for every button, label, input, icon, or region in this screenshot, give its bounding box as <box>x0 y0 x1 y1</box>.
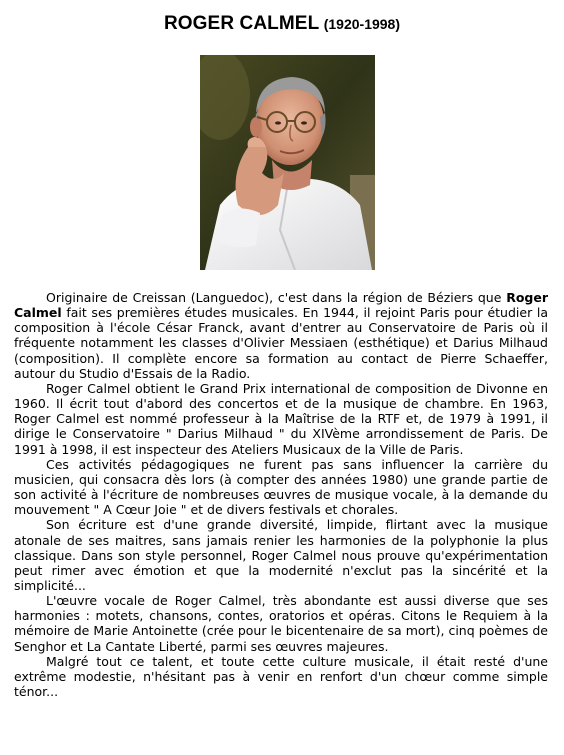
bio-paragraph-3: Ces activités pédagogiques ne furent pas sans influencer la carrière du musicien, qui consacra dès lors (à compter des années 1980) une grande partie de son activité à l'écriture de nombreuses œuvres de musique vocale, à la demande du mouvement " A Cœur Joie " et de divers festivals et chorales. <box>14 456 548 518</box>
bio-paragraph-1 <box>14 290 548 381</box>
portrait-photo <box>200 55 375 270</box>
bio-p1-bold: Roger Calmel <box>14 290 548 321</box>
page-title <box>0 13 564 35</box>
composer-years: (1920-1998) <box>323 16 401 32</box>
composer-name: ROGER CALMEL <box>163 13 320 34</box>
bio-paragraph-5: L'œuvre vocale de Roger Calmel, très abondante est aussi diverse que ses harmonies : motets, chansons, contes, oratorios et opéras. Citons le Requiem à la mémoire de Marie Antoinette (crée pour le bicentenaire de sa mort), cinq poèmes de Senghor et La Cantate Liberté, parmi ses œuvres majeures. <box>14 593 548 654</box>
bio-paragraph-4: Son écriture est d'une grande diversité, limpide, flirtant avec la musique atonale de ses maitres, sans jamais renier les harmonies de la polyphonie la plus classique. Dans son style personnel, Roger Calmel nous prouve qu'expérimentation peut rimer avec émotion et que la modernité n'exclut pas la sincérité et la simplicité... <box>14 517 548 593</box>
portrait-photo-icon <box>200 55 375 270</box>
biography-text <box>14 290 548 699</box>
bio-paragraph-6: Malgré tout ce talent, et toute cette culture musicale, il était resté d'une extrême modestie, n'hésitant pas à venir en renfort d'un chœur comme simple ténor... <box>14 653 548 700</box>
bio-paragraph-2: Roger Calmel obtient le Grand Prix international de composition de Divonne en 1960. Il écrit tout d'abord des concertos et de la musique de chambre. En 1963, Roger Calmel est nommé professeur à la Maîtrise de la RTF et, de 1979 à 1991, il dirige le Conservatoire " Darius Milhaud " du XIVème arrondissement de Paris. De 1991 à 1998, il est inspecteur des Ateliers Musicaux de la Ville de Paris. <box>14 380 548 457</box>
bio-p1-after: fait ses premières études musicales. En 1944, il rejoint Paris pour étudier la composition à l'école César Franck, avant d'entrer au Conservatoire de Paris où il fréquente notamment les classes d'Olivier Messiaen (esthétique) et Darius Milhaud (composition). Il complète encore sa formation au contact de Pierre Schaeffer, autour du Studio d'Essais de la Radio. <box>14 305 548 381</box>
bio-p1-before: Originaire de Creissan (Languedoc), c'est dans la région de Béziers que <box>46 290 507 305</box>
